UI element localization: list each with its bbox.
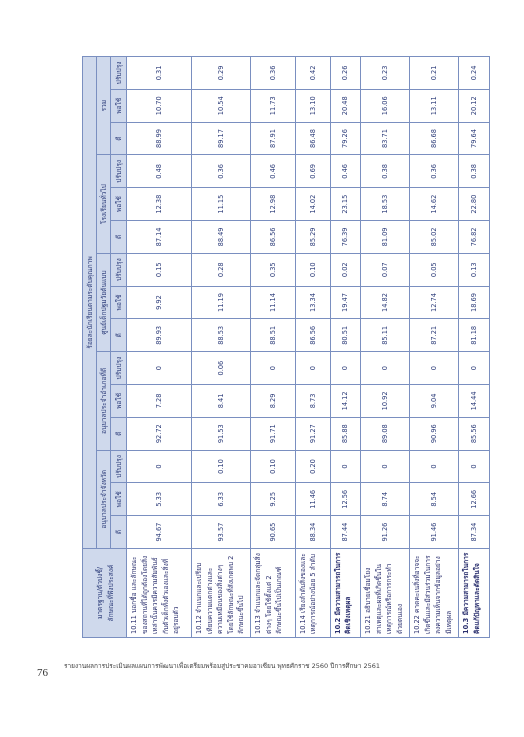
rotated-table-container <box>82 56 490 638</box>
value-cell: 0.23 <box>361 57 410 90</box>
value-cell: 0 <box>361 352 410 385</box>
value-cell: 86.68 <box>410 122 459 155</box>
value-cell: 0 <box>410 450 459 483</box>
value-cell: 0.38 <box>459 155 490 188</box>
value-cell: 12.98 <box>251 188 296 221</box>
value-cell: 91.71 <box>251 417 296 450</box>
group-header: รวม <box>97 57 111 155</box>
table-row <box>459 57 490 638</box>
value-cell: 0 <box>295 352 330 385</box>
sub-header-fair: พอใช้ <box>111 385 127 418</box>
value-cell: 11.14 <box>251 286 296 319</box>
value-cell: 11.15 <box>192 188 251 221</box>
value-cell: 20.48 <box>330 89 361 122</box>
value-cell: 10.54 <box>192 89 251 122</box>
value-cell: 0 <box>127 450 192 483</box>
value-cell: 0.38 <box>361 155 410 188</box>
value-cell: 0.24 <box>459 57 490 90</box>
sub-header-fair: พอใช้ <box>111 89 127 122</box>
table-header <box>83 57 127 638</box>
sub-header-fair: พอใช้ <box>111 483 127 516</box>
sub-header-fair: พอใช้ <box>111 188 127 221</box>
value-cell: 87.44 <box>330 516 361 549</box>
value-cell: 0.48 <box>127 155 192 188</box>
row-label: 10.21 อธิบายเชื่อมโยงสาเหตุและผลที่เกิดขึ้นในเหตุการณ์หรือการกระทำด้วยตนเอง <box>361 549 410 638</box>
row-label: 10.12 จำแนกและเปรียบเทียบความแตกต่างและความเหมือนของสิ่งต่างๆ โดยใช้ลักษณะที่สังเกตพบ 2 ลักษณะขึ้นไป <box>192 549 251 638</box>
value-cell: 10.92 <box>361 385 410 418</box>
value-cell: 7.28 <box>127 385 192 418</box>
value-cell: 11.73 <box>251 89 296 122</box>
value-cell: 20.12 <box>459 89 490 122</box>
value-cell: 22.80 <box>459 188 490 221</box>
value-cell: 86.56 <box>295 319 330 352</box>
value-cell: 0 <box>459 450 490 483</box>
value-cell: 0.46 <box>251 155 296 188</box>
value-cell: 5.33 <box>127 483 192 516</box>
row-label: 10.22 คาดคะเนสิ่งที่อาจจะเกิดขึ้นและมีส่วนร่วมในการลงความเห็นจากข้อมูลอย่างมีเหตุผล <box>410 549 459 638</box>
value-cell: 0.36 <box>251 57 296 90</box>
value-cell: 87.21 <box>410 319 459 352</box>
value-cell: 0.21 <box>410 57 459 90</box>
value-cell: 8.54 <box>410 483 459 516</box>
value-cell: 0 <box>361 450 410 483</box>
value-cell: 0.06 <box>192 352 251 385</box>
sub-header-good: ดี <box>111 516 127 549</box>
value-cell: 0.20 <box>295 450 330 483</box>
row-label: 10.11 บอกชื่อ และลักษณะของสถานที่ได้ถูกต้องโดยสิ่งเหล่านั้นควรมีความสัมพันธ์กับตัวเด็กทั้งตัวเองและสิ่งที่อยู่รอบตัว <box>127 549 192 638</box>
value-cell: 0.31 <box>127 57 192 90</box>
value-cell: 0.26 <box>330 57 361 90</box>
value-cell: 18.53 <box>361 188 410 221</box>
value-cell: 8.41 <box>192 385 251 418</box>
value-cell: 13.34 <box>295 286 330 319</box>
value-cell: 0 <box>251 352 296 385</box>
value-cell: 90.65 <box>251 516 296 549</box>
value-cell: 14.12 <box>330 385 361 418</box>
table-row <box>361 57 410 638</box>
sub-header-improve: ปรับปรุง <box>111 450 127 483</box>
value-cell: 0.10 <box>192 450 251 483</box>
value-cell: 83.71 <box>361 122 410 155</box>
value-cell: 0 <box>127 352 192 385</box>
value-cell: 0.35 <box>251 253 296 286</box>
value-cell: 85.56 <box>459 417 490 450</box>
table-row <box>330 57 361 638</box>
value-cell: 81.09 <box>361 221 410 254</box>
level-group-header: ร้อยละนักเรียนตามระดับคุณภาพ <box>83 57 97 549</box>
table-body <box>127 57 490 638</box>
value-cell: 19.47 <box>330 286 361 319</box>
sub-header-fair: พอใช้ <box>111 286 127 319</box>
value-cell: 93.57 <box>192 516 251 549</box>
value-cell: 76.82 <box>459 221 490 254</box>
group-header: ศูนย์เด็กปฐมวัยต้นแบบ <box>97 253 111 351</box>
criteria-header: มาตรฐาน/ตัวบ่งชี้/ ลักษณะที่พึงประสงค์ <box>83 549 127 638</box>
value-cell: 6.33 <box>192 483 251 516</box>
table-row <box>127 57 192 638</box>
value-cell: 85.02 <box>410 221 459 254</box>
value-cell: 0.46 <box>330 155 361 188</box>
value-cell: 11.46 <box>295 483 330 516</box>
value-cell: 89.08 <box>361 417 410 450</box>
value-cell: 0.29 <box>192 57 251 90</box>
value-cell: 86.56 <box>251 221 296 254</box>
value-cell: 91.26 <box>361 516 410 549</box>
value-cell: 12.74 <box>410 286 459 319</box>
value-cell: 0.02 <box>330 253 361 286</box>
value-cell: 87.34 <box>459 516 490 549</box>
value-cell: 90.96 <box>410 417 459 450</box>
row-label: 10.3 มีความสามารถในการคิดแก้ปัญหาและตัดสินใจ <box>459 549 490 638</box>
value-cell: 89.17 <box>192 122 251 155</box>
group-header: อนุบาลประจำอำเภอที่ดี <box>97 352 111 450</box>
value-cell: 0 <box>330 450 361 483</box>
value-cell: 0.69 <box>295 155 330 188</box>
value-cell: 86.48 <box>295 122 330 155</box>
value-cell: 92.72 <box>127 417 192 450</box>
table-row <box>251 57 296 638</box>
value-cell: 0.10 <box>251 450 296 483</box>
table-row <box>295 57 330 638</box>
sub-header-improve: ปรับปรุง <box>111 253 127 286</box>
value-cell: 88.34 <box>295 516 330 549</box>
value-cell: 0.28 <box>192 253 251 286</box>
value-cell: 91.27 <box>295 417 330 450</box>
value-cell: 12.56 <box>330 483 361 516</box>
value-cell: 79.64 <box>459 122 490 155</box>
value-cell: 12.38 <box>127 188 192 221</box>
value-cell: 88.99 <box>127 122 192 155</box>
value-cell: 8.74 <box>361 483 410 516</box>
value-cell: 0.15 <box>127 253 192 286</box>
value-cell: 0.10 <box>295 253 330 286</box>
value-cell: 14.62 <box>410 188 459 221</box>
value-cell: 0 <box>410 352 459 385</box>
sub-header-good: ดี <box>111 221 127 254</box>
sub-header-improve: ปรับปรุง <box>111 57 127 90</box>
value-cell: 80.51 <box>330 319 361 352</box>
value-cell: 87.91 <box>251 122 296 155</box>
sub-header-good: ดี <box>111 122 127 155</box>
value-cell: 88.49 <box>192 221 251 254</box>
row-label: 10.14 เรียงลำดับสิ่งของและเหตุการณ์อย่างน้อย 5 ลำดับ <box>295 549 330 638</box>
value-cell: 0.36 <box>410 155 459 188</box>
table-row <box>192 57 251 638</box>
value-cell: 14.44 <box>459 385 490 418</box>
value-cell: 13.10 <box>295 89 330 122</box>
value-cell: 8.73 <box>295 385 330 418</box>
value-cell: 81.18 <box>459 319 490 352</box>
value-cell: 0.05 <box>410 253 459 286</box>
value-cell: 91.46 <box>410 516 459 549</box>
value-cell: 23.15 <box>330 188 361 221</box>
value-cell: 85.29 <box>295 221 330 254</box>
value-cell: 14.02 <box>295 188 330 221</box>
value-cell: 94.67 <box>127 516 192 549</box>
page-footer: รายงานผลการประเมินผลแผนการพัฒนาเพื่อเตรียมพร้อมสู่ประชาคมอาเซียน พุทธศักราช 2560 ปีการศึกษา 2561 <box>64 662 381 670</box>
value-cell: 11.19 <box>192 286 251 319</box>
value-cell: 85.11 <box>361 319 410 352</box>
value-cell: 88.51 <box>251 319 296 352</box>
value-cell: 88.53 <box>192 319 251 352</box>
quality-level-table <box>82 56 490 638</box>
sub-header-improve: ปรับปรุง <box>111 352 127 385</box>
page-number: 76 <box>37 667 48 679</box>
value-cell: 76.39 <box>330 221 361 254</box>
value-cell: 9.04 <box>410 385 459 418</box>
value-cell: 89.93 <box>127 319 192 352</box>
value-cell: 0 <box>459 352 490 385</box>
sub-header-improve: ปรับปรุง <box>111 155 127 188</box>
value-cell: 85.88 <box>330 417 361 450</box>
value-cell: 0.42 <box>295 57 330 90</box>
value-cell: 0.07 <box>361 253 410 286</box>
value-cell: 16.06 <box>361 89 410 122</box>
value-cell: 0 <box>330 352 361 385</box>
value-cell: 87.14 <box>127 221 192 254</box>
row-label: 10.2 มีความสามารถในการคิดเชิงเหตุผล <box>330 549 361 638</box>
value-cell: 10.70 <box>127 89 192 122</box>
value-cell: 9.92 <box>127 286 192 319</box>
value-cell: 12.66 <box>459 483 490 516</box>
sub-header-good: ดี <box>111 319 127 352</box>
table-row <box>410 57 459 638</box>
group-header: โรงเรียนทั่วไป <box>97 155 111 253</box>
value-cell: 0.36 <box>192 155 251 188</box>
value-cell: 9.25 <box>251 483 296 516</box>
value-cell: 91.53 <box>192 417 251 450</box>
value-cell: 14.82 <box>361 286 410 319</box>
row-label: 10.13 จำแนกและจัดกลุ่มสิ่งต่างๆ โดยใช้ตั้งแต่ 2 ลักษณะขึ้นไปเป็นเกณฑ์ <box>251 549 296 638</box>
value-cell: 79.26 <box>330 122 361 155</box>
value-cell: 13.11 <box>410 89 459 122</box>
group-header: อนุบาลประจำจังหวัด <box>97 450 111 548</box>
value-cell: 8.29 <box>251 385 296 418</box>
value-cell: 0.13 <box>459 253 490 286</box>
sub-header-good: ดี <box>111 417 127 450</box>
value-cell: 18.69 <box>459 286 490 319</box>
